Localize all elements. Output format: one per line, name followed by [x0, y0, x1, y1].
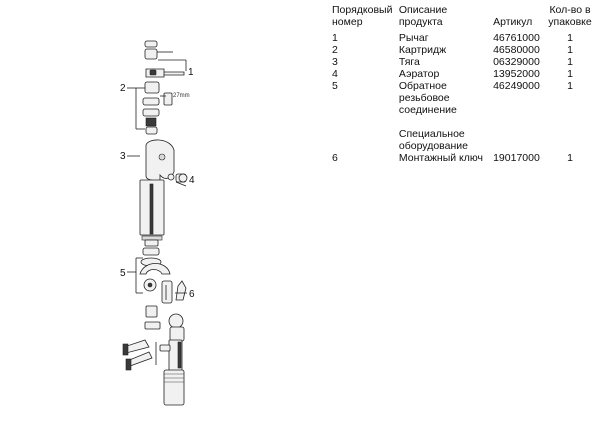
parts-table-head [330, 4, 596, 32]
aerator-part [168, 174, 187, 182]
row-quantity: 1 [567, 152, 573, 164]
row-description: Рычаг [398, 32, 429, 44]
row-quantity: 1 [567, 80, 573, 92]
callout-label-3: 3 [120, 151, 126, 162]
spacer-cell [330, 116, 397, 128]
row-number: 3 [332, 56, 338, 68]
row-article: 46580000 [493, 44, 540, 56]
row-article [491, 128, 544, 152]
flexible-hoses [123, 340, 156, 370]
row-number: 4 [332, 68, 338, 80]
parts-table-body [330, 32, 596, 164]
table-row [330, 80, 596, 116]
callout-label-6: 6 [189, 289, 195, 300]
row-quantity: 1 [567, 56, 573, 68]
row-number: 6 [332, 152, 338, 164]
number-header: Порядковый номер [332, 4, 393, 28]
row-article: 46761000 [493, 32, 540, 44]
parts-table [330, 4, 596, 164]
row-article: 46249000 [493, 80, 540, 92]
article-header: Артикул [493, 16, 533, 28]
table-row [330, 44, 596, 56]
row-number: 5 [332, 80, 338, 92]
row-quantity: 1 [567, 32, 573, 44]
callout-label-2: 2 [120, 83, 126, 94]
parts-table-header-row [330, 4, 596, 32]
row-quantity: 1 [567, 44, 573, 56]
callout-label-5: 5 [120, 268, 126, 279]
row-description: Аэратор [398, 68, 440, 80]
table-row [330, 128, 596, 152]
wrench-size-label: 27mm [173, 93, 190, 99]
row-number: 2 [332, 44, 338, 56]
row-quantity: 1 [567, 68, 573, 80]
mounting-wrench-part [162, 281, 186, 303]
row-description: Обратное резьбовое соединение [398, 80, 457, 116]
row-number [330, 128, 397, 152]
spacer-cell [544, 116, 596, 128]
row-description: Монтажный ключ [398, 152, 484, 164]
callout-label-4: 4 [189, 175, 195, 186]
row-description: Картридж [398, 44, 447, 56]
callout-label-1: 1 [188, 67, 194, 78]
table-row [330, 152, 596, 164]
row-quantity [544, 128, 596, 152]
row-article: 06329000 [493, 56, 540, 68]
spacer-row [330, 116, 596, 128]
table-row [330, 56, 596, 68]
table-row [330, 68, 596, 80]
quantity-header: Кол-во в упаковке [548, 4, 592, 28]
row-description: Специальное оборудование [398, 128, 468, 152]
row-description: Тяга [398, 56, 420, 68]
row-number: 1 [332, 32, 338, 44]
faucet-body [140, 140, 174, 246]
row-article: 19017000 [493, 152, 540, 164]
lever-part [145, 41, 184, 77]
cartridge-part [143, 82, 190, 134]
row-article: 13952000 [493, 68, 540, 80]
spacer-cell [397, 116, 491, 128]
spacer-cell [491, 116, 544, 128]
table-row [330, 32, 596, 44]
description-header: Описание продукта [398, 4, 448, 28]
